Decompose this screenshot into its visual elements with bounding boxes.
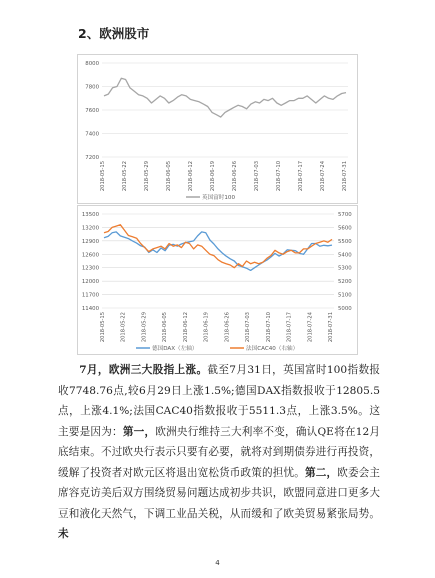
- y-tick-label-left: 12900: [81, 238, 99, 245]
- x-tick-label: 2018-06-05: [162, 312, 169, 343]
- legend-label-cac40: 法国CAC40（右轴）: [246, 346, 299, 352]
- ftse100-chart-svg: [78, 55, 357, 203]
- x-tick-label: 2018-07-03: [254, 161, 260, 192]
- y-tick-label-left: 13500: [81, 212, 99, 218]
- cac40-line: [104, 225, 332, 268]
- section-heading: 2、欧洲股市: [78, 26, 150, 41]
- y-tick-label-left: 12000: [81, 279, 99, 286]
- x-tick-label: 2018-05-29: [141, 312, 148, 343]
- legend-label-ftse100: 英国富时100: [202, 195, 236, 201]
- x-tick-label: 2018-07-10: [276, 161, 282, 192]
- ftse100-line: [104, 78, 346, 117]
- y-tick-label: 7800: [85, 84, 99, 91]
- legend-label-dax: 德国DAX（左轴）: [152, 346, 198, 352]
- y-tick-label-left: 11700: [81, 292, 99, 299]
- y-tick-label: 8000: [85, 61, 99, 67]
- x-tick-label: 2018-05-29: [144, 161, 150, 192]
- x-tick-label: 2018-07-24: [320, 161, 326, 192]
- paragraph-text-1: 截至7月31日，英国富时100指数报收7748.76点,较6月29日上涨1.5%;德国DAX指数报收于12805.5点，上涨4.1%;法国CAC40指数报收于5511.3点，上涨3.5%。这主要是因为：: [58, 364, 380, 438]
- dax-line: [104, 232, 332, 271]
- x-tick-label: 2018-07-24: [307, 312, 314, 343]
- dax-cac40-chart-svg: [78, 206, 357, 354]
- x-tick-label: 2018-07-31: [328, 312, 334, 343]
- x-tick-label: 2018-06-19: [203, 312, 210, 343]
- x-tick-label: 2018-07-17: [298, 161, 304, 192]
- y-tick-label-right: 5200: [338, 279, 352, 286]
- y-tick-label-right: 5400: [338, 252, 352, 259]
- y-tick-label-left: 11400: [81, 306, 99, 312]
- x-tick-label: 2018-07-17: [286, 312, 293, 343]
- ftse100-chart: [77, 54, 358, 204]
- x-tick-label: 2018-07-10: [265, 312, 272, 343]
- y-tick-label: 7200: [85, 155, 99, 161]
- x-tick-label: 2018-05-22: [122, 161, 128, 192]
- y-tick-label-left: 12300: [81, 265, 99, 272]
- y-tick-label-right: 5500: [338, 238, 352, 245]
- market-paragraph: [58, 360, 380, 545]
- x-tick-label: 2018-06-12: [182, 312, 189, 343]
- y-tick-label-right: 5000: [338, 306, 352, 312]
- x-tick-label: 2018-05-15: [100, 312, 106, 343]
- x-tick-label: 2018-06-12: [188, 161, 194, 192]
- y-tick-label-right: 5600: [338, 225, 352, 232]
- x-tick-label: 2018-07-31: [342, 161, 348, 192]
- y-tick-label-right: 5100: [338, 292, 352, 299]
- x-tick-label: 2018-05-15: [100, 161, 106, 192]
- paragraph-text-3: 欧委会主席容克访美后双方围绕贸易问题达成初步共识，欧盟同意进口更多大豆和液化天然气，下调工业品关税，从而缓和了欧美贸易紧张局势。: [58, 466, 381, 520]
- paragraph-text-2: 欧洲央行维持三大利率不变，确认QE将在12月底结束。不过欧央行表示只要有必要，就将对到期债券进行再投资，缓解了投资者对欧元区将退出宽松货币政策的担忧。: [58, 425, 381, 479]
- paragraph-bold-1: 第一，: [122, 425, 156, 438]
- y-tick-label: 7400: [85, 131, 99, 138]
- y-tick-label-right: 5700: [338, 212, 352, 218]
- y-tick-label: 7600: [85, 108, 99, 114]
- y-tick-label-left: 13200: [81, 225, 99, 232]
- x-tick-label: 2018-06-05: [166, 161, 172, 192]
- page-number: 4: [215, 559, 220, 567]
- x-tick-label: 2018-05-22: [120, 312, 127, 343]
- x-tick-label: 2018-06-19: [210, 161, 216, 192]
- x-tick-label: 2018-06-26: [232, 161, 238, 192]
- dax-cac40-chart: [77, 205, 358, 355]
- paragraph-bold-2: 第二，: [304, 466, 338, 479]
- x-tick-label: 2018-06-26: [224, 312, 231, 343]
- paragraph-bold-3: 未: [58, 528, 69, 540]
- y-tick-label-left: 12600: [81, 252, 99, 259]
- x-tick-label: 2018-07-03: [245, 312, 252, 343]
- y-tick-label-right: 5300: [338, 265, 352, 272]
- paragraph-lead: 7月，欧洲三大股指上涨。: [79, 364, 208, 376]
